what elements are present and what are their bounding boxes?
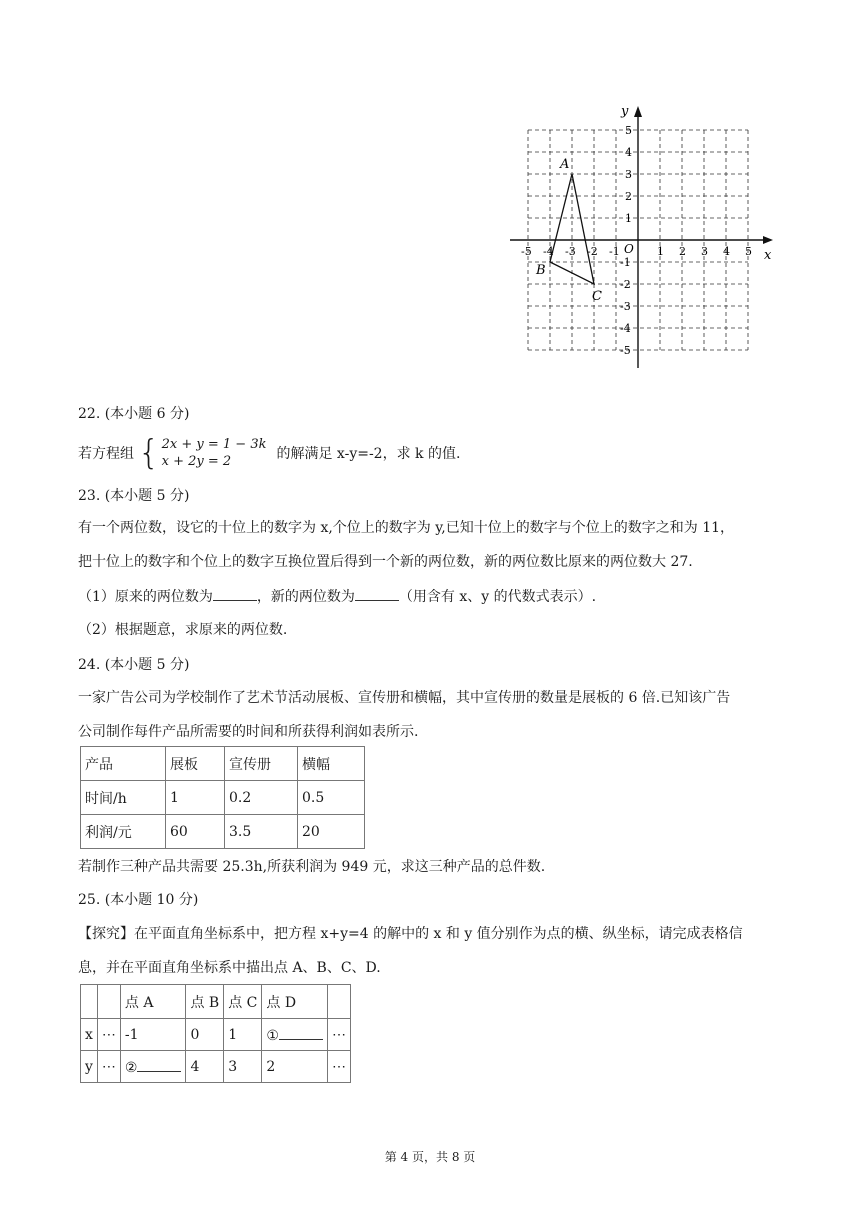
x-tick-label: 5: [745, 245, 752, 258]
q25-table-cell: -1: [120, 1019, 186, 1051]
q24-heading: 24. (本小题 5 分): [78, 657, 190, 673]
x-axis-arrow-icon: [763, 236, 773, 244]
q23-part-1: [78, 586, 596, 607]
q25-table-cell: 0: [186, 1019, 224, 1051]
q24-table-row: [81, 815, 365, 849]
equation-2: x + 2y = 2: [161, 454, 232, 469]
q23-heading: 23. (本小题 5 分): [78, 488, 190, 504]
q25-table-cell: 3: [224, 1051, 262, 1083]
q24-after-text: 若制作三种产品共需要 25.3h,所获利润为 949 元，求这三种产品的总件数.: [78, 859, 546, 875]
point-label-a: A: [560, 157, 570, 172]
q25-table-cell: 点 B: [186, 985, 224, 1019]
x-tick-label: -4: [543, 245, 554, 258]
triangle-abc: [535, 157, 602, 304]
q24-table-cell: 20: [298, 815, 365, 849]
y-tick-label: 2: [625, 190, 632, 203]
q25-table-cell: 4: [186, 1051, 224, 1083]
q25-table-cell: [97, 985, 120, 1019]
q25-table-cell: ⋯: [327, 1019, 350, 1051]
q22-equation-system: [78, 435, 460, 471]
q24-table-cell: 0.5: [298, 781, 365, 815]
q23-text-line-2: 把十位上的数字和个位上的数字互换位置后得到一个新的两位数，新的两位数比原来的两位数大 27.: [78, 554, 693, 570]
q25-heading: 25. (本小题 10 分): [78, 892, 199, 908]
brace-icon: {: [138, 433, 160, 473]
y-tick-label: 4: [625, 146, 632, 159]
origin-label: O: [624, 242, 634, 256]
x-axis-label: x: [764, 248, 772, 263]
y-tick-label: -3: [620, 300, 631, 313]
y-axis-label: y: [621, 104, 629, 119]
point-label-b: B: [536, 263, 546, 278]
x-tick-label: 1: [657, 245, 664, 258]
q25-table-row: [81, 985, 351, 1019]
q22-suffix: 的解满足 x-y=-2，求 k 的值.: [276, 446, 461, 462]
q24-table-cell: 展板: [166, 747, 225, 781]
q25-table-row: [81, 1051, 351, 1083]
q24-table-cell: 产品: [81, 747, 166, 781]
x-tick-label: 3: [701, 245, 708, 258]
q25-table-row: [81, 1019, 351, 1051]
q25-table-cell: 点 D: [262, 985, 328, 1019]
q24-text-line-1: 一家广告公司为学校制作了艺术节活动展板、宣传册和横幅，其中宣传册的数量是展板的 6 倍.已知该广告: [78, 690, 731, 706]
q24-table-cell: 利润/元: [81, 815, 166, 849]
q25-table-cell: ②: [120, 1051, 186, 1083]
q25-table-cell: 2: [262, 1051, 328, 1083]
y-tick-label: -4: [620, 322, 631, 335]
q24-table: [80, 746, 365, 849]
page-footer: 第 4 页，共 8 页: [384, 1150, 476, 1164]
q24-table-cell: 1: [166, 781, 225, 815]
q25-table-cell: ⋯: [97, 1051, 120, 1083]
x-tick-label: -2: [587, 245, 598, 258]
y-tick-label: -5: [620, 344, 631, 357]
q25-table-cell: y: [81, 1051, 98, 1083]
q24-table-cell: 3.5: [225, 815, 298, 849]
q25-table: [80, 984, 351, 1083]
q24-table-row: [81, 781, 365, 815]
q24-table-cell: 时间/h: [81, 781, 166, 815]
coordinate-figure: [505, 100, 785, 375]
q25-table-cell: x: [81, 1019, 98, 1051]
x-tick-label: 4: [723, 245, 730, 258]
q24-table-row: [81, 747, 365, 781]
q25-table-cell: [81, 985, 98, 1019]
equation-list: [162, 436, 267, 470]
q24-table-cell: 横幅: [298, 747, 365, 781]
q23-part-1-c: （用含有 x、y 的代数式表示）.: [398, 589, 597, 605]
y-axis-arrow-icon: [634, 106, 642, 117]
y-tick-label: -2: [620, 278, 631, 291]
x-tick-label: -1: [609, 245, 620, 258]
answer-blank[interactable]: [279, 1025, 323, 1040]
q25-table-cell: 1: [224, 1019, 262, 1051]
q23-part-1-a: （1）原来的两位数为: [78, 589, 213, 605]
q25-table-cell: ⋯: [327, 1051, 350, 1083]
q25-text-line-2: 息，并在平面直角坐标系中描出点 A、B、C、D.: [78, 960, 381, 976]
q22-prefix: 若方程组: [78, 446, 134, 462]
y-tick-label: 1: [625, 212, 632, 225]
q25-table-cell: ①: [262, 1019, 328, 1051]
q25-table-cell: 点 A: [120, 985, 186, 1019]
x-tick-label: -3: [565, 245, 576, 258]
x-tick-label: 2: [679, 245, 686, 258]
y-tick-label: 3: [625, 168, 632, 181]
q23-part-2: （2）根据题意，求原来的两位数.: [78, 622, 288, 638]
point-label-c: C: [592, 289, 602, 304]
q25-text-line-1: 【探究】在平面直角坐标系中，把方程 x+y=4 的解中的 x 和 y 值分别作为点的横、纵坐标，请完成表格信: [78, 926, 743, 942]
q24-text-line-2: 公司制作每件产品所需要的时间和所获得利润如表所示.: [78, 724, 419, 740]
q25-table-cell: ⋯: [97, 1019, 120, 1051]
y-tick-label: -1: [620, 256, 631, 269]
q23-text-line-1: 有一个两位数，设它的十位上的数字为 x,个位上的数字为 y,已知十位上的数字与个位上的数字之和为 11，: [78, 520, 735, 536]
x-tick-label: -5: [521, 245, 532, 258]
y-tick-label: 5: [625, 124, 632, 137]
answer-blank[interactable]: [137, 1057, 181, 1072]
answer-blank[interactable]: [213, 586, 257, 601]
equation-1: 2x + y = 1 − 3k: [161, 437, 267, 452]
q23-part-1-b: ，新的两位数为: [256, 589, 355, 605]
q24-table-cell: 60: [166, 815, 225, 849]
answer-blank[interactable]: [355, 586, 399, 601]
q25-table-cell: [327, 985, 350, 1019]
q24-table-cell: 0.2: [225, 781, 298, 815]
q24-table-cell: 宣传册: [225, 747, 298, 781]
q22-heading: 22. (本小题 6 分): [78, 406, 190, 422]
q25-table-cell: 点 C: [224, 985, 262, 1019]
